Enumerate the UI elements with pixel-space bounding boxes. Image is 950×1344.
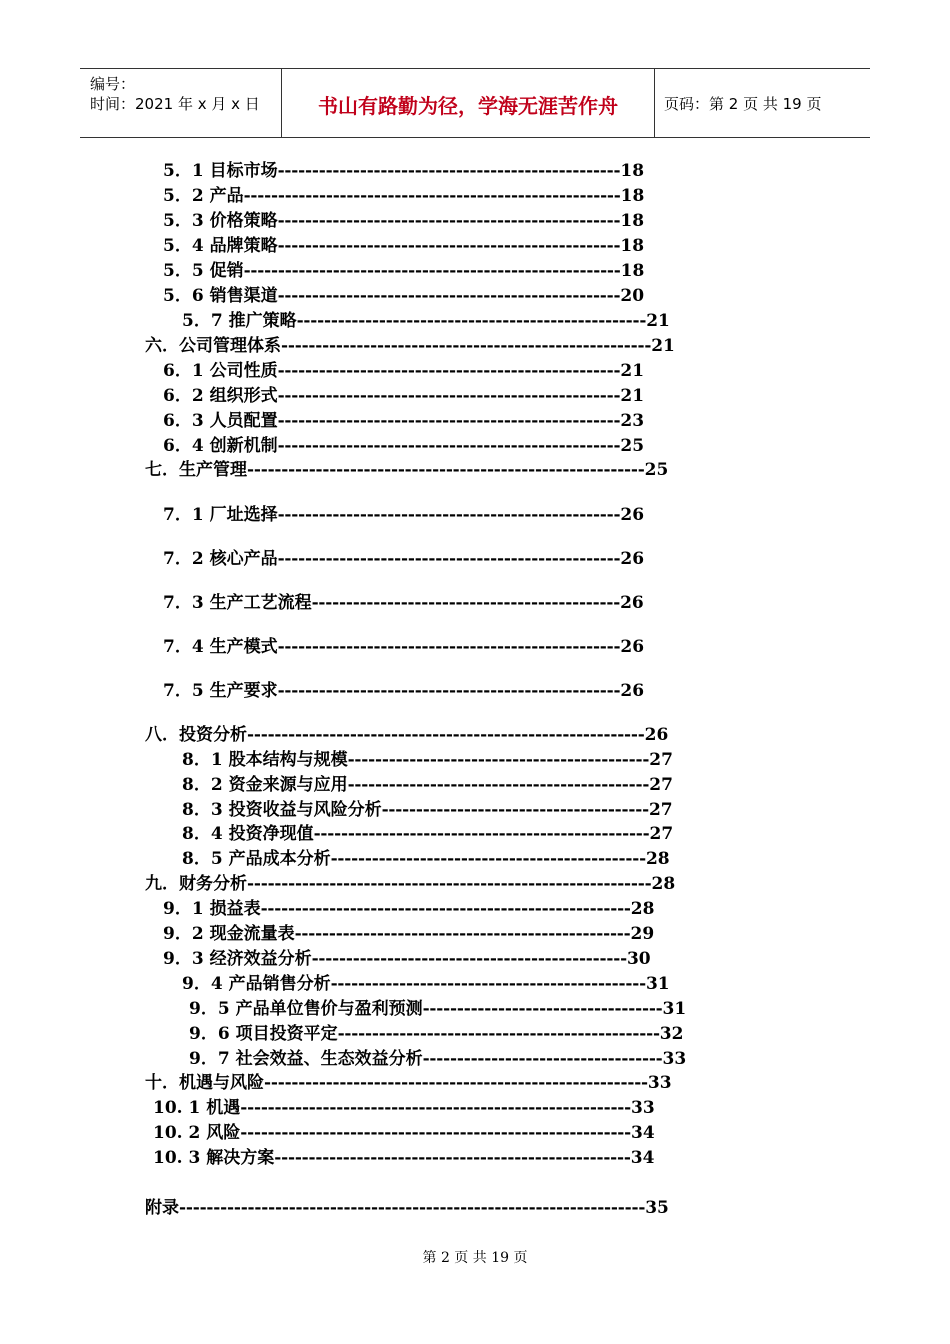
toc-leader: -------------------------------------------------- <box>277 549 621 569</box>
toc-entry-label: 8．2 资金来源与应用 <box>182 775 348 795</box>
toc-entry <box>182 750 673 770</box>
toc-leader: --------------------------------------- <box>381 800 649 820</box>
toc-leader: ---------------------------------------------- <box>311 949 627 969</box>
toc-entry-label: 7．2 核心产品 <box>163 549 278 569</box>
toc-leader: ------------------------------------------------- <box>294 924 631 944</box>
toc-entry-label: 5．6 销售渠道 <box>163 286 278 306</box>
toc-entry-label: 8．3 投资收益与风险分析 <box>182 800 382 820</box>
toc-entry-page: 28 <box>630 899 655 919</box>
toc-entry-label: 9．7 社会效益、生态效益分析 <box>189 1049 423 1069</box>
toc-entry <box>163 681 644 701</box>
toc-leader: -------------------------------------------------- <box>277 411 621 431</box>
toc-entry-label: 9．3 经济效益分析 <box>163 949 312 969</box>
toc-entry-page: 26 <box>620 637 645 657</box>
toc-entry <box>163 211 644 231</box>
toc-leader: ---------------------------------------------- <box>330 849 646 869</box>
toc-leader: -------------------------------------------------- <box>277 161 621 181</box>
toc-entry-label: 十．机遇与风险 <box>145 1073 264 1093</box>
toc-entry <box>182 974 670 994</box>
toc-entry <box>145 1073 672 1093</box>
toc-entry-label: 八．投资分析 <box>145 725 247 745</box>
toc-leader: ------------------------------------------------------ <box>281 336 652 356</box>
toc-entry <box>145 1198 669 1218</box>
header-table <box>80 68 870 138</box>
toc-entry <box>163 411 644 431</box>
toc-entry <box>145 874 675 894</box>
toc-entry-page: 20 <box>620 286 645 306</box>
toc-entry-page: 33 <box>631 1098 655 1118</box>
toc-entry-page: 31 <box>645 974 670 994</box>
toc-entry-page: 32 <box>659 1024 684 1044</box>
toc-entry-label: 6．2 组织形式 <box>163 386 278 406</box>
toc-leader: ------------------------------------------------------ <box>260 899 631 919</box>
toc-entry-label: 5．1 目标市场 <box>163 161 278 181</box>
toc-entry-page: 25 <box>644 460 669 480</box>
toc-entry <box>163 949 651 969</box>
toc-entry-label: 8．4 投资净现值 <box>182 824 314 844</box>
toc-leader: -------------------------------------------------- <box>277 681 621 701</box>
toc-entry <box>163 549 644 569</box>
header-meta <box>80 69 280 137</box>
toc-entry <box>182 800 673 820</box>
toc-entry-label: 7．5 生产要求 <box>163 681 278 701</box>
page-info: 页码：第 2 页 共 19 页 <box>664 95 822 113</box>
toc-entry <box>153 1098 655 1118</box>
toc-entry-page: 21 <box>620 386 645 406</box>
toc-entry-label: 5．2 产品 <box>163 186 244 206</box>
toc-entry-page: 27 <box>649 750 673 770</box>
toc-entry-page: 18 <box>620 186 645 206</box>
toc-entry-label: 六．公司管理体系 <box>145 336 281 356</box>
toc-entry <box>163 186 644 206</box>
toc-entry-label: 9．1 损益表 <box>163 899 261 919</box>
toc-leader: -------------------------------------------- <box>347 750 650 770</box>
toc-entry-page: 26 <box>620 549 645 569</box>
toc-leader: ----------------------------------- <box>422 999 663 1019</box>
toc-leader: -------------------------------------------------- <box>277 211 621 231</box>
toc-entry-page: 34 <box>631 1123 655 1143</box>
toc-entry <box>163 924 654 944</box>
toc-entry <box>163 261 644 281</box>
toc-entry-label: 7．1 厂址选择 <box>163 505 278 525</box>
toc-entry-page: 18 <box>620 236 645 256</box>
toc-entry <box>145 336 675 356</box>
toc-entry-label: 九．财务分析 <box>145 874 247 894</box>
toc-entry-page: 26 <box>620 505 645 525</box>
toc-entry <box>182 824 673 844</box>
page-footer: 第 2 页 共 19 页 <box>422 1250 528 1266</box>
toc-entry-label: 7．4 生产模式 <box>163 637 278 657</box>
toc-entry-page: 33 <box>662 1049 687 1069</box>
toc-entry <box>163 286 644 306</box>
toc-entry-page: 26 <box>644 725 669 745</box>
motto: 书山有路勤为径，学海无涯苦作舟 <box>318 94 618 118</box>
toc-leader: -------------------------------------------------- <box>277 386 621 406</box>
toc-leader: --------------------------------------------------------- <box>240 1123 632 1143</box>
toc-entry-page: 28 <box>645 849 670 869</box>
toc-entry <box>163 386 644 406</box>
toc-leader: ---------------------------------------------------------- <box>247 725 645 745</box>
toc-leader: ---------------------------------------------------- <box>274 1148 631 1168</box>
toc-entry <box>145 725 668 745</box>
header-motto-cell <box>281 69 655 137</box>
toc-leader: ----------------------------------------------- <box>337 1024 660 1044</box>
toc-entry-label: 9．4 产品销售分析 <box>182 974 331 994</box>
toc-leader: -------------------------------------------------- <box>277 236 621 256</box>
toc-leader: ------------------------------------------------- <box>313 824 650 844</box>
toc-entry <box>182 849 670 869</box>
toc-entry <box>163 899 654 919</box>
toc-entry <box>163 436 644 456</box>
toc-entry-page: 34 <box>630 1148 655 1168</box>
toc-leader: ------------------------------------------------------- <box>243 261 621 281</box>
toc-entry-page: 21 <box>651 336 675 356</box>
toc-leader: -------------------------------------------------- <box>277 637 621 657</box>
toc-entry <box>163 505 644 525</box>
toc-entry-label: 9．2 现金流量表 <box>163 924 295 944</box>
toc-entry <box>163 361 644 381</box>
toc-leader: --------------------------------------------------------- <box>240 1098 632 1118</box>
toc-entry-label: 5．5 促销 <box>163 261 244 281</box>
toc-entry-page: 26 <box>620 681 645 701</box>
toc-entry-label: 7．3 生产工艺流程 <box>163 593 312 613</box>
toc-entry-label: 5．7 推广策略 <box>182 311 297 331</box>
toc-entry-label: 5．3 价格策略 <box>163 211 278 231</box>
toc-leader: --------------------------------------------- <box>311 593 621 613</box>
toc-entry-label: 9．5 产品单位售价与盈利预测 <box>189 999 423 1019</box>
toc-leader: ---------------------------------------------------------- <box>247 460 645 480</box>
toc-entry-page: 18 <box>620 211 645 231</box>
toc-entry-label: 七．生产管理 <box>145 460 247 480</box>
toc-leader: -------------------------------------------------------- <box>264 1073 648 1093</box>
toc-entry <box>153 1148 654 1168</box>
header-page-cell <box>654 69 870 137</box>
toc-entry-label: 10. 3 解决方案 <box>153 1148 275 1168</box>
toc-entry-page: 21 <box>620 361 645 381</box>
toc-entry <box>182 775 673 795</box>
toc-entry-page: 31 <box>662 999 687 1019</box>
toc-entry-page: 23 <box>620 411 645 431</box>
toc-entry-page: 27 <box>648 800 673 820</box>
toc-leader: ---------------------------------------------- <box>330 974 646 994</box>
toc-entry-page: 29 <box>630 924 655 944</box>
toc-entry-label: 附录 <box>145 1198 179 1218</box>
toc-entry-page: 21 <box>646 311 670 331</box>
toc-leader: -------------------------------------------------- <box>277 286 621 306</box>
toc-entry-label: 5．4 品牌策略 <box>163 236 278 256</box>
toc-entry-page: 35 <box>645 1198 669 1218</box>
toc-entry-page: 28 <box>651 874 676 894</box>
toc-entry-label: 10. 1 机遇 <box>153 1098 241 1118</box>
toc-leader: ------------------------------------------------------- <box>243 186 621 206</box>
toc-leader: -------------------------------------------------- <box>277 436 621 456</box>
toc-entry-label: 6．1 公司性质 <box>163 361 278 381</box>
toc-entry-label: 10. 2 风险 <box>153 1123 241 1143</box>
toc-leader: -------------------------------------------- <box>347 775 650 795</box>
toc-entry <box>145 460 668 480</box>
toc-entry-page: 30 <box>626 949 651 969</box>
document-time: 时间：2021 年 x 月 x 日 <box>90 95 260 113</box>
toc-entry-label: 6．3 人员配置 <box>163 411 278 431</box>
toc-entry <box>182 311 670 331</box>
toc-entry <box>163 637 644 657</box>
toc-entry-label: 9．6 项目投资平定 <box>189 1024 338 1044</box>
toc-leader: ----------------------------------- <box>422 1049 663 1069</box>
toc-entry <box>163 161 644 181</box>
toc-leader: -------------------------------------------------- <box>277 361 621 381</box>
toc-entry <box>189 999 686 1019</box>
toc-entry <box>189 1024 683 1044</box>
toc-entry <box>163 593 644 613</box>
toc-entry-page: 27 <box>649 824 674 844</box>
toc-entry-page: 18 <box>620 261 645 281</box>
toc-entry-label: 8．5 产品成本分析 <box>182 849 331 869</box>
toc-entry-page: 18 <box>620 161 645 181</box>
toc-entry-label: 6．4 创新机制 <box>163 436 278 456</box>
toc-entry-page: 26 <box>620 593 644 613</box>
toc-entry <box>153 1123 655 1143</box>
document-number: 编号： <box>90 75 136 93</box>
toc-leader: -------------------------------------------------------------------- <box>179 1198 646 1218</box>
toc-leader: -------------------------------------------------- <box>277 505 621 525</box>
toc-entry-page: 25 <box>620 436 645 456</box>
toc-entry <box>189 1049 686 1069</box>
toc-leader: ----------------------------------------------------------- <box>247 874 652 894</box>
toc-entry-page: 33 <box>647 1073 672 1093</box>
toc-entry-label: 8．1 股本结构与规模 <box>182 750 348 770</box>
toc-leader: --------------------------------------------------- <box>296 311 647 331</box>
toc-entry <box>163 236 644 256</box>
toc-entry-page: 27 <box>649 775 673 795</box>
